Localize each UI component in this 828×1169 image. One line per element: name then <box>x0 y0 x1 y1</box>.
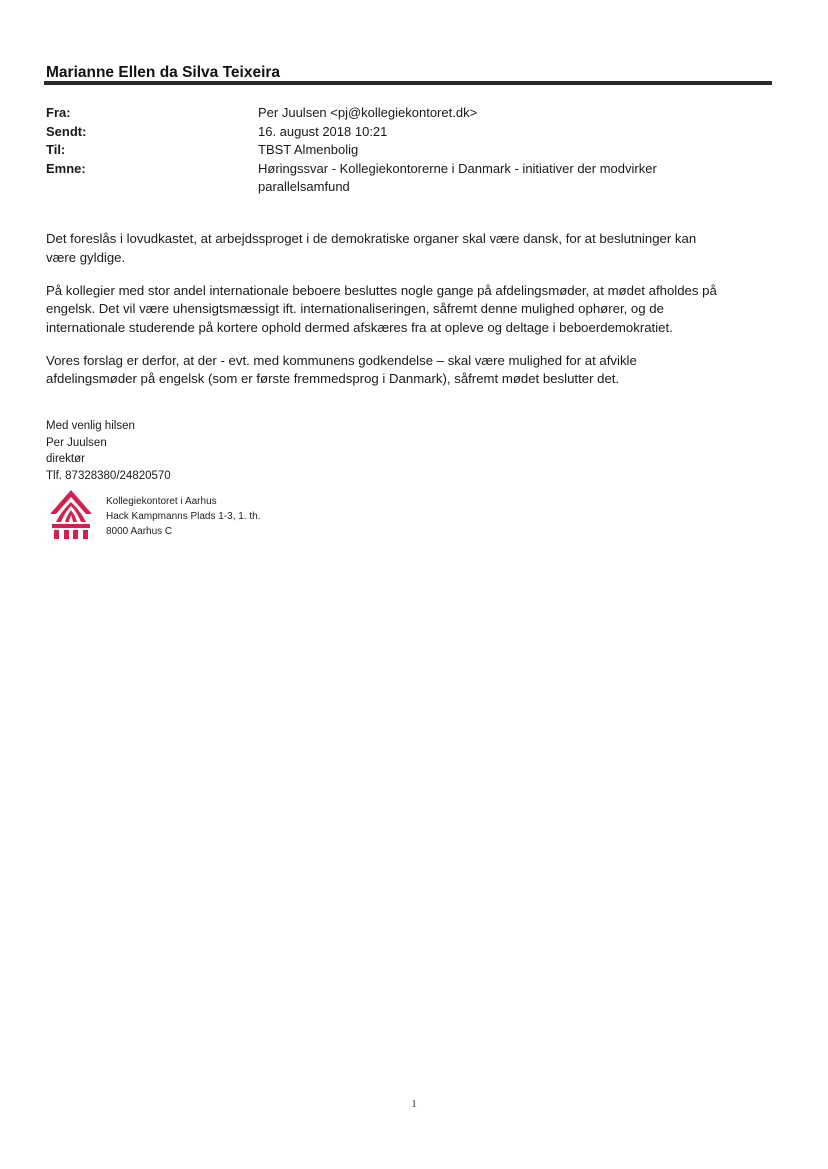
email-body <box>46 230 762 403</box>
body-line: Det foreslås i lovudkastet, at arbejdssproget i de demokratiske organer skal være dansk, for at beslutninger kan <box>46 231 697 246</box>
body-paragraph <box>46 352 762 389</box>
logo-org-name: Kollegiekontoret i Aarhus <box>106 496 217 507</box>
logo-street: Hack Kampmanns Plads 1-3, 1. th. <box>106 511 261 522</box>
body-line: være gyldige. <box>46 249 126 265</box>
body-line: afdelingsmøder på engelsk (som er første fremmedsprog i Danmark), såfremt mødet beslutter det. <box>46 371 620 386</box>
meta-value-sent: 16. august 2018 10:21 <box>258 123 388 139</box>
signature-title: direktør <box>46 453 85 465</box>
signature-name: Per Juulsen <box>46 436 107 449</box>
signature-phone: Tlf. 87328380/24820570 <box>46 469 171 482</box>
meta-row-to <box>46 141 766 160</box>
body-paragraph <box>46 282 762 338</box>
subject-line: Høringssvar - Kollegiekontorerne i Danmark - initiativer der modvirker <box>258 160 657 176</box>
body-line: På kollegier med stor andel internationale beboere besluttes nogle gange på afdelingsmøder, at mødet afholdes på <box>46 282 717 298</box>
meta-label: Til: <box>46 142 66 157</box>
body-line: internationale studerende på kortere ophold dermed afskæres fra at opleve og deltage i beboerdemokratiet. <box>46 319 673 335</box>
email-meta <box>46 104 766 197</box>
meta-label: Sendt: <box>46 123 87 139</box>
body-line: Vores forslag er derfor, at der - evt. med kommunens godkendelse – skal være mulighed for at afvikle <box>46 352 637 368</box>
subject-line: parallelsamfund <box>258 179 350 194</box>
meta-value-to: TBST Almenbolig <box>258 142 359 157</box>
email-header-name: Marianne Ellen da Silva Teixeira <box>46 64 281 81</box>
meta-label: Emne: <box>46 160 86 176</box>
signature-greeting: Med venlig hilsen <box>46 420 135 432</box>
header-divider <box>44 81 772 85</box>
meta-row-subject <box>46 160 766 197</box>
signature <box>46 418 171 484</box>
meta-value-from: Per Juulsen <pj@kollegiekontoret.dk> <box>258 105 478 120</box>
meta-label: Fra: <box>46 105 71 120</box>
body-paragraph <box>46 230 762 267</box>
logo-address <box>106 494 261 539</box>
page-number: 1 <box>411 1098 417 1110</box>
logo-block <box>48 488 261 540</box>
kollegiekontoret-logo-icon <box>48 488 94 540</box>
body-line: engelsk. Det vil være uhensigtsmæssigt ift. internationaliseringen, såfremt denne mulighed ophører, og de <box>46 301 664 316</box>
logo-city: 8000 Aarhus C <box>106 526 173 537</box>
meta-row-sent <box>46 123 766 142</box>
meta-value-subject <box>258 160 766 197</box>
meta-row-from <box>46 104 766 123</box>
